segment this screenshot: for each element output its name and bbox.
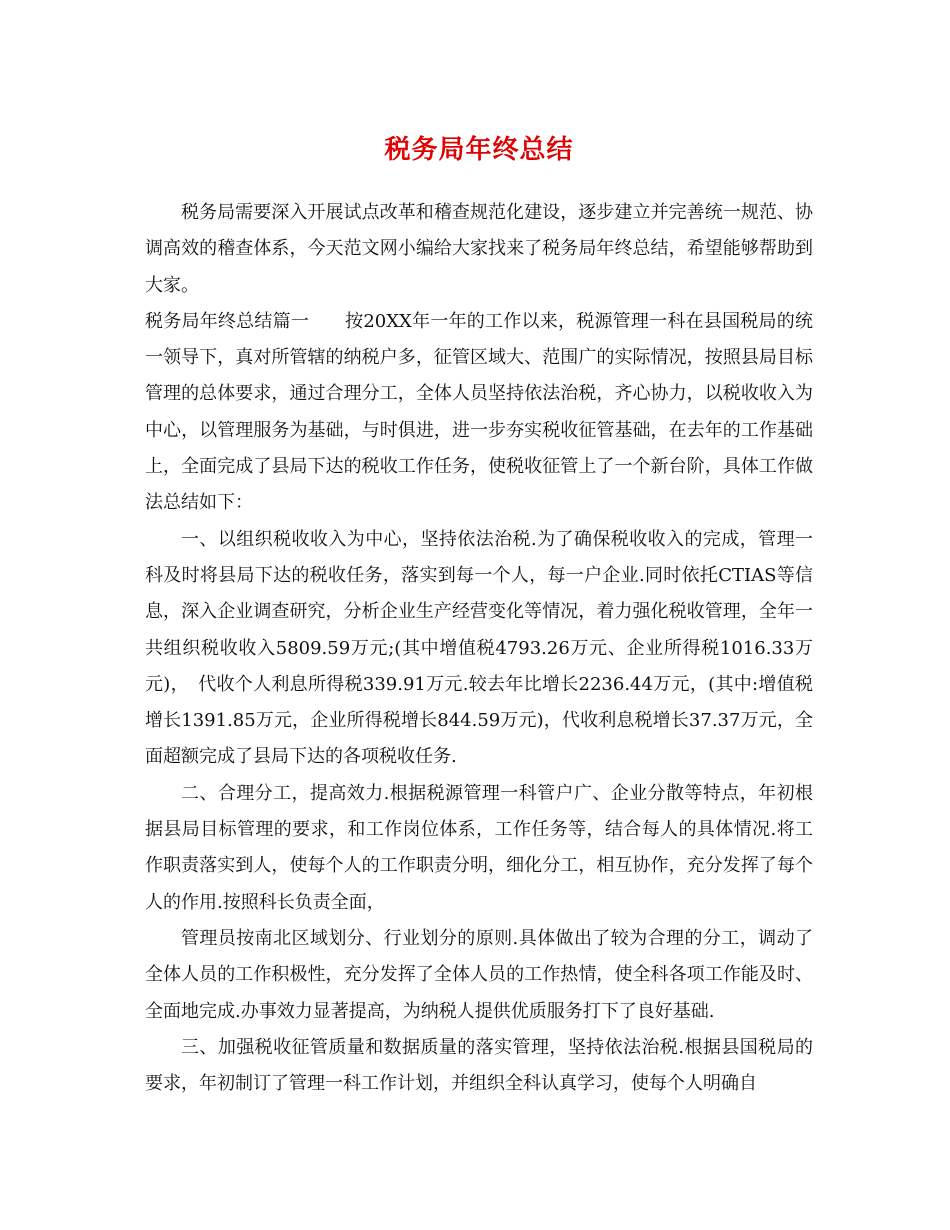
document-title: 税务局年终总结 — [384, 135, 574, 165]
section-first-paragraph — [145, 304, 813, 522]
section-label: 税务局年终总结篇一 — [145, 310, 310, 332]
body-paragraph-3: 管理员按南北区域划分、行业划分的原则.具体做出了较为合理的分工，调动了全体人员的工作积极性，充分发挥了全体人员的工作热情，使全科各项工作能及时、全面地完成.办事效力显著提高，为纳税人提供优质服务打下了良好基础. — [145, 927, 813, 1022]
body-paragraph-1: 一、以组织税收收入为中心，坚持依法治税.为了确保税收收入的完成，管理一科及时将县局下达的税收任务，落实到每一个人，每一户企业.同时依托CTIAS等信息，深入企业调查研究，分析企业生产经营变化等情况，着力强化税收管理，全年一共组织税收收入5809.59万元;(其中增值税4793.26万元、企业所得税1016.33万元)， 代收个人利息所得税339.91万元.较去年比增长2236.44万元，(其中:增值税增长1391.85万元，企业所得税增长844.59万元)，代收利息税增长37.37万元，全面超额完成了县局下达的各项税收任务. — [145, 528, 813, 768]
section-first-text: 按20XX年一年的工作以来，税源管理一科在县国税局的统一领导下，真对所管辖的纳税户多，征管区域大、范围广的实际情况，按照县局目标管理的总体要求，通过合理分工，全体人员坚持依法治税，齐心协力，以税收收入为中心，以管理服务为基础，与时俱进，进一步夯实税收征管基础，在去年的工作基础上，全面完成了县局下达的税收工作任务，使税收征管上了一个新台阶，具体工作做法总结如下： — [145, 310, 814, 514]
body-paragraph-2: 二、合理分工，提高效力.根据税源管理一科管户广、企业分散等特点，年初根据县局目标管理的要求，和工作岗位体系，工作任务等，结合每人的具体情况.将工作职责落实到人，使每个人的工作职责分明，细化分工，相互协作，充分发挥了每个人的作用.按照科长负责全面， — [145, 782, 813, 913]
body-paragraph-4: 三、加强税收征管质量和数据质量的落实管理，坚持依法治税.根据县国税局的要求，年初制订了管理一科工作计划，并组织全科认真学习，使每个人明确自 — [145, 1036, 813, 1095]
intro-paragraph: 税务局需要深入开展试点改革和稽查规范化建设，逐步建立并完善统一规范、协调高效的稽查体系，今天范文网小编给大家找来了税务局年终总结，希望能够帮助到大家。 — [145, 202, 813, 296]
document-page — [145, 128, 813, 1102]
